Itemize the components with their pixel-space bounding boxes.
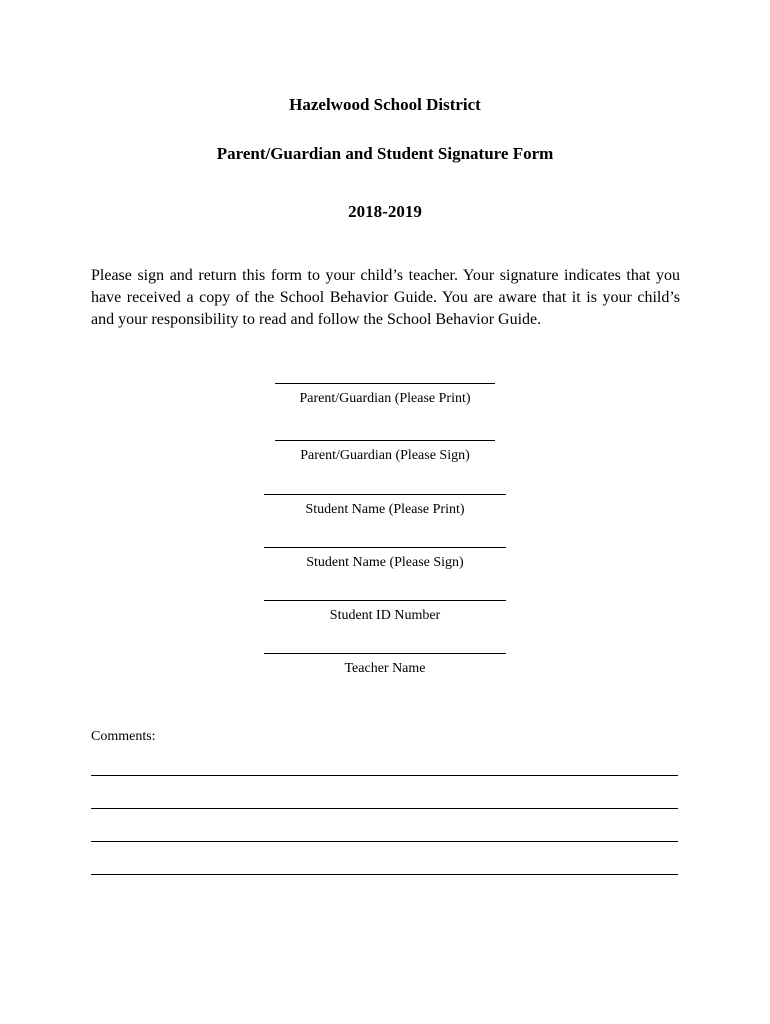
parent-sign-label: Parent/Guardian (Please Sign) (300, 448, 470, 463)
student-print-field[interactable] (0, 494, 770, 518)
instructions-paragraph: Please sign and return this form to your child’s teacher. Your signature indicates that you have received a copy of the School Behavior Guide. You are aware that it is your child’s and your responsibility to read and follow the School Behavior Guide. (91, 267, 680, 328)
comment-line[interactable] (91, 808, 678, 809)
parent-print-field[interactable] (0, 383, 770, 407)
student-id-field[interactable] (0, 600, 770, 624)
student-sign-field[interactable] (0, 547, 770, 571)
student-id-line[interactable] (264, 600, 506, 601)
comment-line[interactable] (91, 874, 678, 875)
student-print-label: Student Name (Please Print) (305, 502, 465, 517)
parent-print-label: Parent/Guardian (Please Print) (299, 391, 471, 406)
teacher-name-line[interactable] (264, 653, 506, 654)
teacher-name-field[interactable] (0, 653, 770, 677)
student-sign-line[interactable] (264, 547, 506, 548)
comment-line[interactable] (91, 775, 678, 776)
form-title: Parent/Guardian and Student Signature Form (216, 144, 554, 163)
comment-line[interactable] (91, 841, 678, 842)
parent-sign-line[interactable] (275, 440, 495, 441)
district-name: Hazelwood School District (289, 95, 481, 114)
school-year: 2018-2019 (348, 202, 422, 221)
teacher-name-label: Teacher Name (344, 661, 426, 676)
parent-sign-field[interactable] (0, 440, 770, 464)
student-id-label: Student ID Number (329, 608, 441, 623)
student-print-line[interactable] (264, 494, 506, 495)
parent-print-line[interactable] (275, 383, 495, 384)
student-sign-label: Student Name (Please Sign) (306, 555, 464, 570)
comments-label: Comments: (91, 729, 156, 744)
